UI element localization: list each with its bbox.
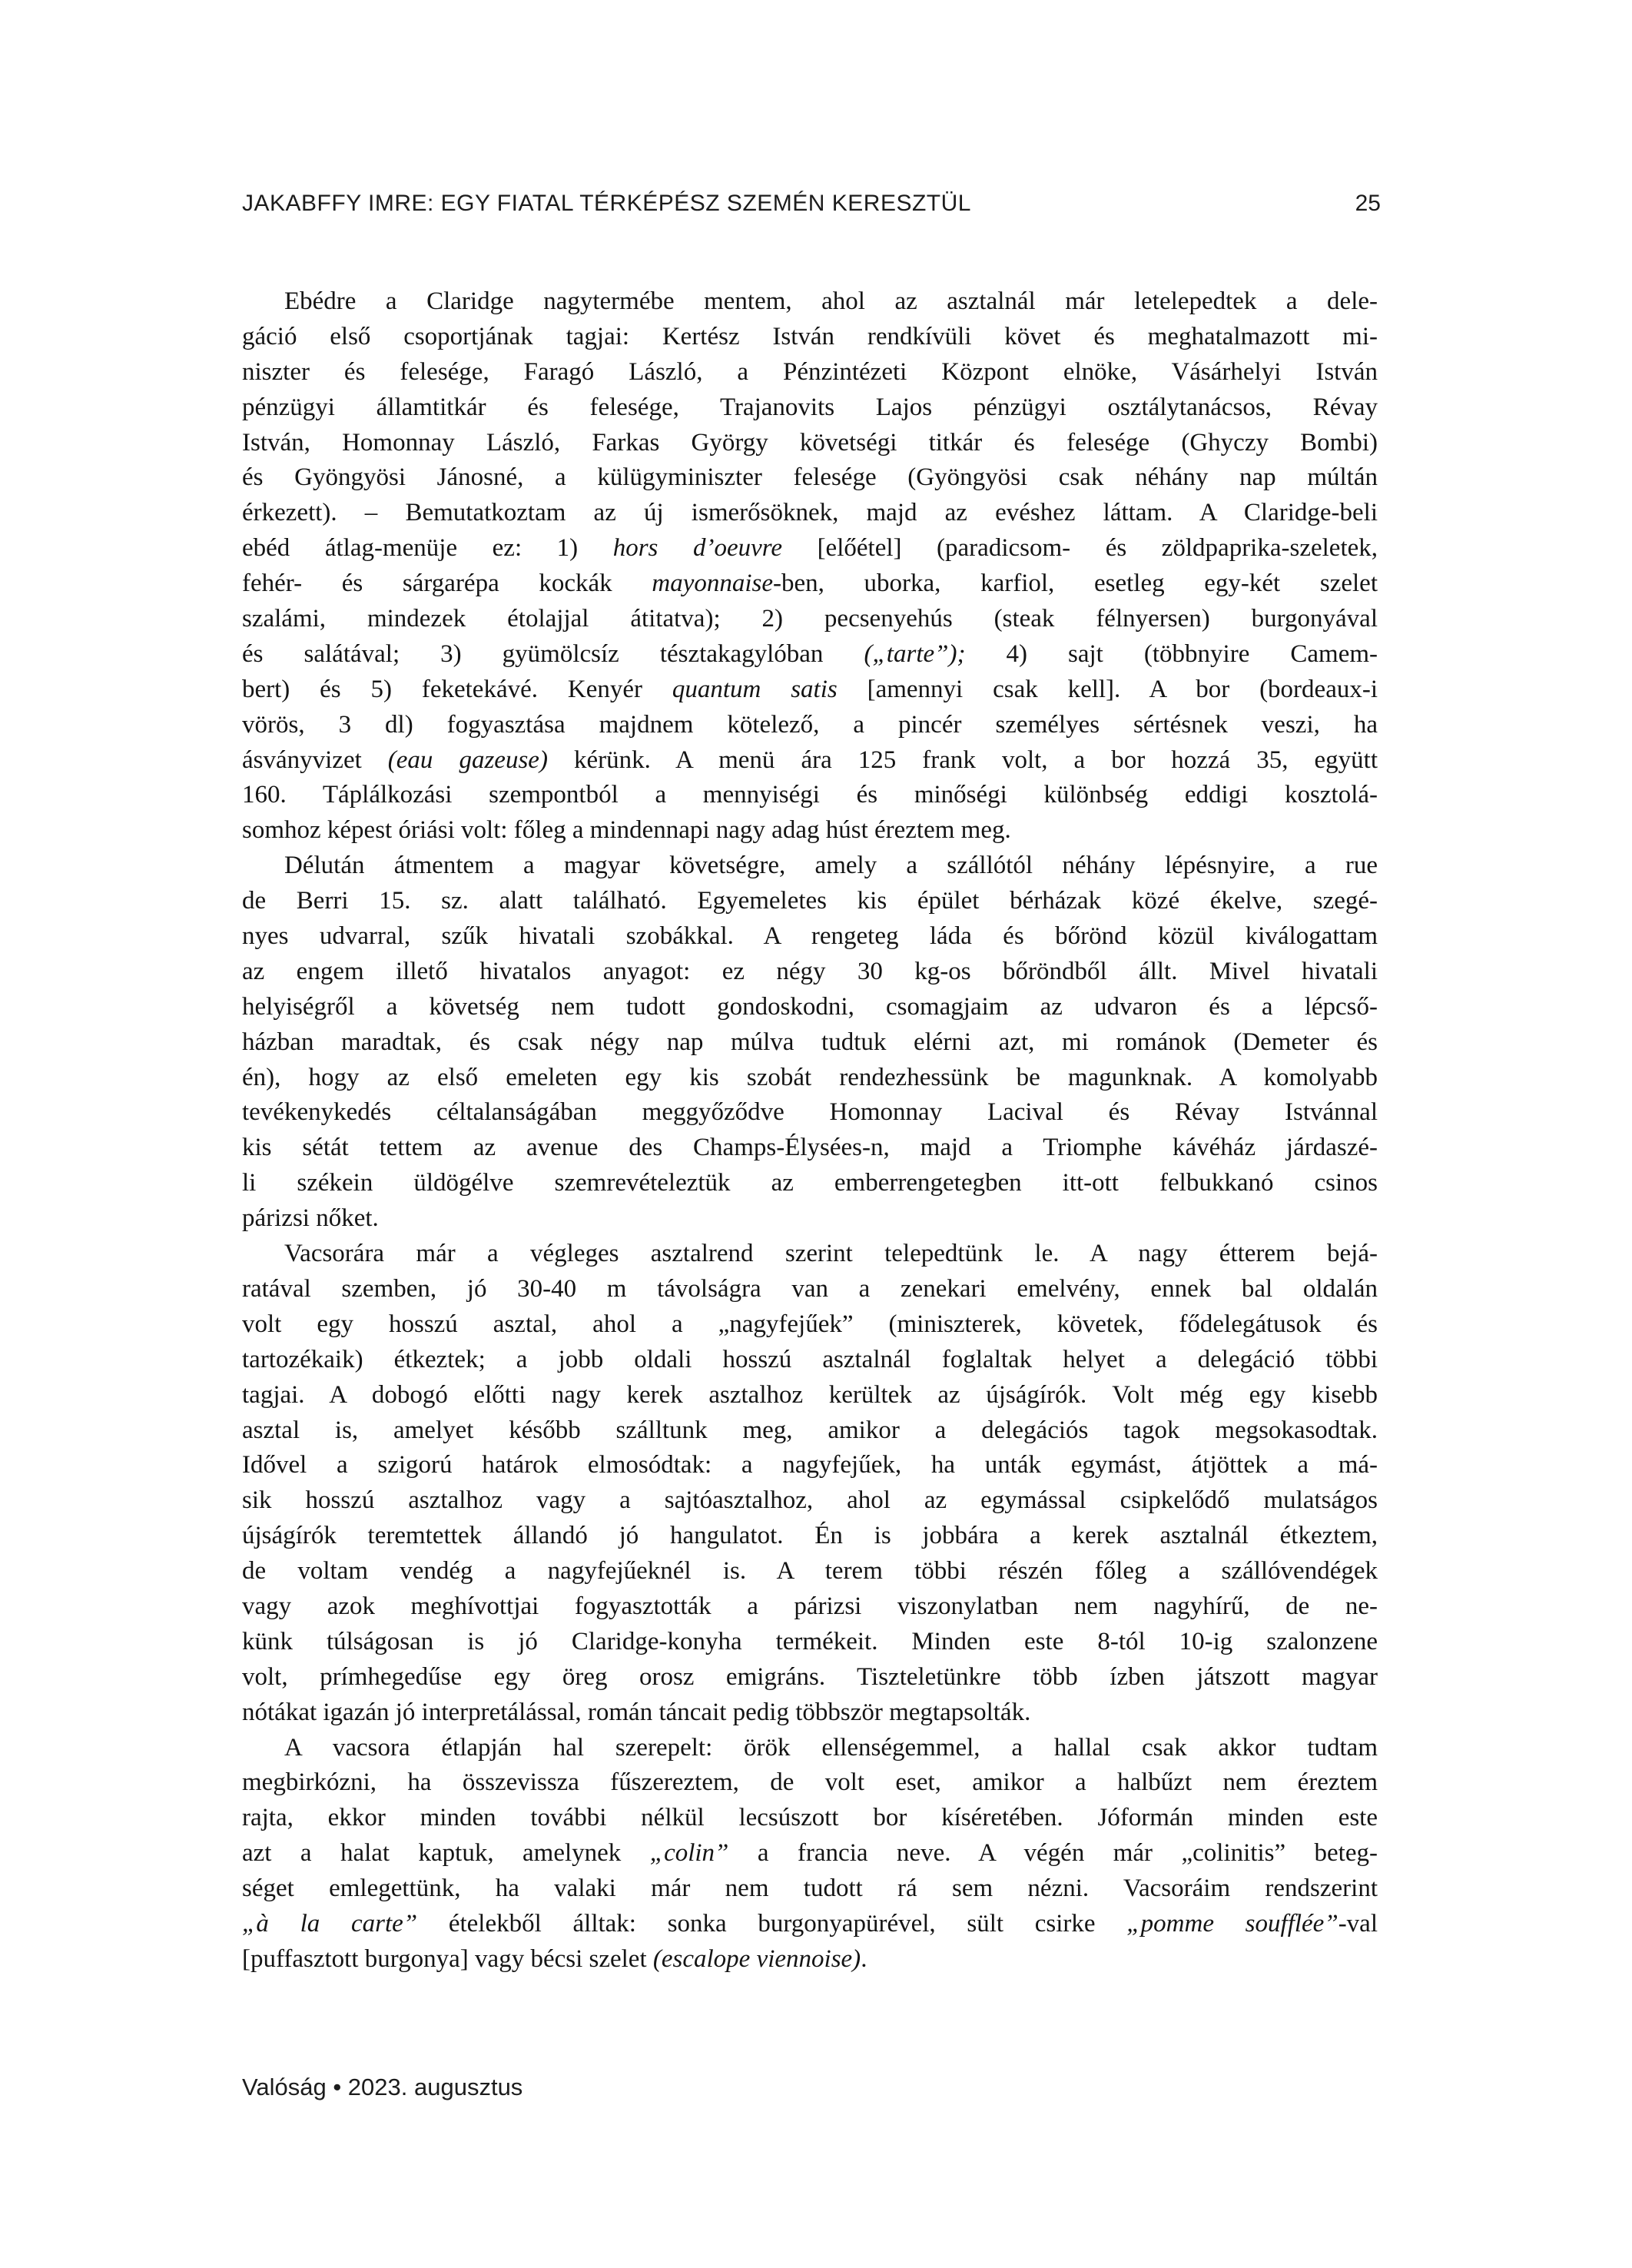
text-segment: nyes udvarral, szűk hivatali szobákkal. A rengeteg láda és bőrönd közül kiválogattam — [242, 922, 1378, 951]
italic-text-segment: mayonnaise — [652, 569, 773, 598]
text-line — [242, 848, 1378, 884]
text-line — [242, 672, 1378, 708]
text-segment: [előétel] (paradicsom- és zöldpaprika-szeletek, — [782, 534, 1378, 563]
text-segment: sik hosszú asztalhoz vagy a sajtóasztalhoz, ahol az egymással csipkelődő mulatságos — [242, 1486, 1378, 1515]
text-segment: rajta, ekkor minden további nélkül lecsúszott bor kíséretében. Jóformán minden este — [242, 1804, 1378, 1832]
text-segment: -ben, uborka, karfiol, esetleg egy-két szelet — [773, 569, 1378, 598]
text-line — [242, 708, 1378, 743]
text-segment: Délután átmentem a magyar követségre, amely a szállótól néhány lépésnyire, a rue — [284, 852, 1378, 880]
italic-text-segment: hors d’oeuvre — [612, 534, 783, 563]
text-segment: bert) és 5) feketekávé. Kenyér — [242, 675, 672, 703]
text-line — [242, 1942, 1378, 1977]
text-line — [242, 1413, 1378, 1449]
text-segment: érkezett). – Bemutatkoztam az új ismerősöknek, majd az evéshez láttam. A Claridge-beli — [242, 499, 1378, 527]
text-segment: künk túlságosan is jó Claridge-konyha termékeit. Minden este 8-tól 10-ig szalonzene — [242, 1627, 1378, 1655]
italic-text-segment: „pomme soufflée” — [1126, 1909, 1338, 1938]
italic-text-segment: „colin” — [649, 1839, 729, 1868]
text-segment: nótákat igazán jó interpretálással, román táncait pedig többször megtapsolták. — [242, 1698, 1031, 1726]
text-line — [242, 426, 1378, 461]
running-header-title: JAKABFFY IMRE: EGY FIATAL TÉRKÉPÉSZ SZEMÉN KERESZTÜL — [242, 191, 971, 216]
text-line — [242, 320, 1378, 355]
text-segment: 4) sajt (többnyire Camem- — [965, 639, 1378, 668]
text-line — [242, 1025, 1378, 1061]
text-line — [242, 1625, 1378, 1660]
text-line — [242, 990, 1378, 1025]
italic-text-segment: „à la carte” — [242, 1909, 418, 1938]
text-segment: A vacsora étlapján hal szerepelt: örök ellenségemmel, a hallal csak akkor tudtam — [284, 1733, 1378, 1762]
text-line — [242, 1660, 1378, 1695]
paragraph — [242, 848, 1378, 1237]
text-segment: [puffasztott burgonya] vagy bécsi szelet — [242, 1944, 653, 1973]
text-segment: kérünk. A menü ára 125 frank volt, a bor hozzá 35, együtt — [547, 745, 1378, 774]
text-segment: az engem illető hivatalos anyagot: ez négy 30 kg-os bőröndből állt. Mivel hivatali — [242, 957, 1378, 985]
text-segment: -val — [1338, 1909, 1378, 1938]
text-line — [242, 284, 1378, 320]
text-segment: Idővel a szigorú határok elmosódtak: a nagyfejűek, ha unták egymást, átjöttek a má- — [242, 1451, 1378, 1479]
italic-text-segment: quantum satis — [672, 675, 838, 703]
text-segment: somhoz képest óriási volt: főleg a mindennapi nagy adag húst éreztem meg. — [242, 816, 1011, 845]
page-footer — [242, 2074, 522, 2101]
text-segment: szalámi, mindezek étolajjal átitatva); 2) pecsenyehús (steak félnyersen) burgonyával — [242, 605, 1378, 633]
italic-text-segment: („tarte”); — [864, 639, 966, 668]
paragraph — [242, 284, 1378, 848]
text-line — [242, 955, 1378, 990]
paragraph — [242, 1237, 1378, 1730]
text-line — [242, 1589, 1378, 1625]
text-line — [242, 1307, 1378, 1343]
text-segment: helyiségről a követség nem tudott gondoskodni, csomagjaim az udvaron és a lépcső- — [242, 992, 1378, 1021]
text-line — [242, 602, 1378, 637]
text-segment: ételekből álltak: sonka burgonyapürével, sült csirke — [417, 1909, 1127, 1938]
text-segment: asztal is, amelyet később szálltunk meg, amikor a delegációs tagok megsokasodtak. — [242, 1416, 1378, 1444]
text-segment: én), hogy az első emeleten egy kis szobát rendezhessünk be magunknak. A komolyabb — [242, 1063, 1378, 1091]
body-text — [242, 284, 1378, 1977]
page-header — [242, 191, 1381, 217]
text-line — [242, 1765, 1378, 1801]
text-segment: volt egy hosszú asztal, ahol a „nagyfejűek” (miniszterek, követek, fődelegátusok és — [242, 1310, 1378, 1338]
text-segment: újságírók teremtettek állandó jó hangulatot. Én is jobbára a kerek asztalnál étkeztem, — [242, 1522, 1378, 1550]
text-segment: fehér- és sárgarépa kockák — [242, 569, 652, 598]
text-segment: niszter és felesége, Faragó László, a Pénzintézeti Központ elnöke, Vásárhelyi István — [242, 357, 1378, 386]
text-line — [242, 813, 1378, 848]
page-number: 25 — [1355, 191, 1381, 216]
italic-text-segment: (escalope viennoise) — [652, 1944, 861, 1973]
text-segment: azt a halat kaptuk, amelynek — [242, 1839, 650, 1868]
text-line — [242, 1378, 1378, 1413]
text-line — [242, 919, 1378, 955]
text-segment: de voltam vendég a nagyfejűeknél is. A terem többi részén főleg a szállóvendégek — [242, 1557, 1378, 1586]
text-segment: volt, prímhegedűse egy öreg orosz emigráns. Tiszteletünkre több ízben játszott magyar — [242, 1662, 1378, 1691]
text-segment: ebéd átlag-menüje ez: 1) — [242, 534, 613, 563]
text-segment: tevékenykedés céltalanságában meggyőződve Homonnay Lacival és Révay Istvánnal — [242, 1098, 1378, 1127]
text-line — [242, 1343, 1378, 1378]
text-line — [242, 743, 1378, 779]
footer-text: Valóság • 2023. augusztus — [242, 2074, 523, 2100]
text-line — [242, 1836, 1378, 1871]
text-line — [242, 460, 1378, 496]
text-line — [242, 1201, 1378, 1237]
text-line — [242, 1731, 1378, 1766]
text-segment: de Berri 15. sz. alatt található. Egyemeletes kis épület bérházak közé ékelve, szegé- — [242, 887, 1378, 915]
text-segment: megbirkózni, ha összevissza fűszereztem, de volt eset, amikor a halbűzt nem éreztem — [242, 1768, 1378, 1797]
text-segment: pénzügyi államtitkár és felesége, Trajanovits Lajos pénzügyi osztálytanácsos, Révay — [242, 393, 1378, 421]
text-segment: Vacsorára már a végleges asztalrend szerint telepedtünk le. A nagy étterem bejá- — [284, 1240, 1378, 1268]
text-line — [242, 1272, 1378, 1307]
text-segment: vörös, 3 dl) fogyasztása majdnem kötelező, a pincér személyes sértésnek veszi, ha — [242, 710, 1378, 739]
text-line — [242, 1483, 1378, 1519]
text-line — [242, 1166, 1378, 1201]
text-segment: vagy azok meghívottjai fogyasztották a párizsi viszonylatban nem nagyhírű, de ne- — [242, 1592, 1378, 1620]
text-line — [242, 390, 1378, 426]
text-line — [242, 637, 1378, 672]
text-line — [242, 1061, 1378, 1096]
text-line — [242, 1519, 1378, 1554]
text-line — [242, 1237, 1378, 1272]
text-line — [242, 884, 1378, 919]
text-line — [242, 1801, 1378, 1836]
text-line — [242, 1907, 1378, 1942]
text-segment: és salátával; 3) gyümölcsíz tésztakagylóban — [242, 639, 864, 668]
text-segment: a francia neve. A végén már „colinitis” beteg- — [728, 1839, 1378, 1868]
text-line — [242, 1554, 1378, 1589]
text-line — [242, 778, 1378, 813]
text-segment: István, Homonnay László, Farkas György követségi titkár és felesége (Ghyczy Bombi) — [242, 428, 1378, 457]
text-line — [242, 1095, 1378, 1131]
text-segment: tagjai. A dobogó előtti nagy kerek asztalhoz kerültek az újságírók. Volt még egy kisebb — [242, 1380, 1378, 1409]
text-segment: . — [861, 1944, 867, 1973]
text-segment: gáció első csoportjának tagjai: Kertész István rendkívüli követ és meghatalmazott mi- — [242, 322, 1378, 350]
text-line — [242, 566, 1378, 602]
text-line — [242, 1448, 1378, 1483]
text-segment: és Gyöngyösi Jánosné, a külügyminiszter felesége (Gyöngyösi csak néhány nap múltán — [242, 463, 1378, 492]
text-line — [242, 496, 1378, 531]
text-segment: ásványvizet — [242, 745, 388, 774]
text-segment: tartozékaik) étkeztek; a jobb oldali hosszú asztalnál foglaltak helyet a delegáció többi — [242, 1345, 1378, 1373]
italic-text-segment: (eau gazeuse) — [387, 745, 548, 774]
text-line — [242, 531, 1378, 566]
text-segment: [amennyi csak kell]. A bor (bordeaux-i — [837, 675, 1378, 703]
text-line — [242, 1695, 1378, 1731]
text-segment: 160. Táplálkozási szempontból a mennyiségi és minőségi különbség eddigi kosztolá- — [242, 781, 1378, 809]
text-line — [242, 355, 1378, 390]
text-segment: Ebédre a Claridge nagytermébe mentem, ahol az asztalnál már letelepedtek a dele- — [284, 287, 1378, 315]
text-segment: ratával szemben, jó 30-40 m távolságra van a zenekari emelvény, ennek bal oldalán — [242, 1274, 1378, 1303]
paragraph — [242, 1731, 1378, 1977]
text-line — [242, 1131, 1378, 1166]
text-segment: házban maradtak, és csak négy nap múlva tudtuk elérni azt, mi románok (Demeter és — [242, 1028, 1378, 1056]
text-line — [242, 1871, 1378, 1907]
text-segment: séget emlegettünk, ha valaki már nem tudott rá sem nézni. Vacsoráim rendszerint — [242, 1875, 1378, 1903]
text-segment: kis sétát tettem az avenue des Champs-Élysées-n, majd a Triomphe kávéház járdaszé- — [242, 1134, 1378, 1162]
text-segment: li székein üldögélve szemrevételeztük az emberrengetegben itt-ott felbukkanó csinos — [242, 1169, 1378, 1197]
text-segment: párizsi nőket. — [242, 1204, 379, 1233]
